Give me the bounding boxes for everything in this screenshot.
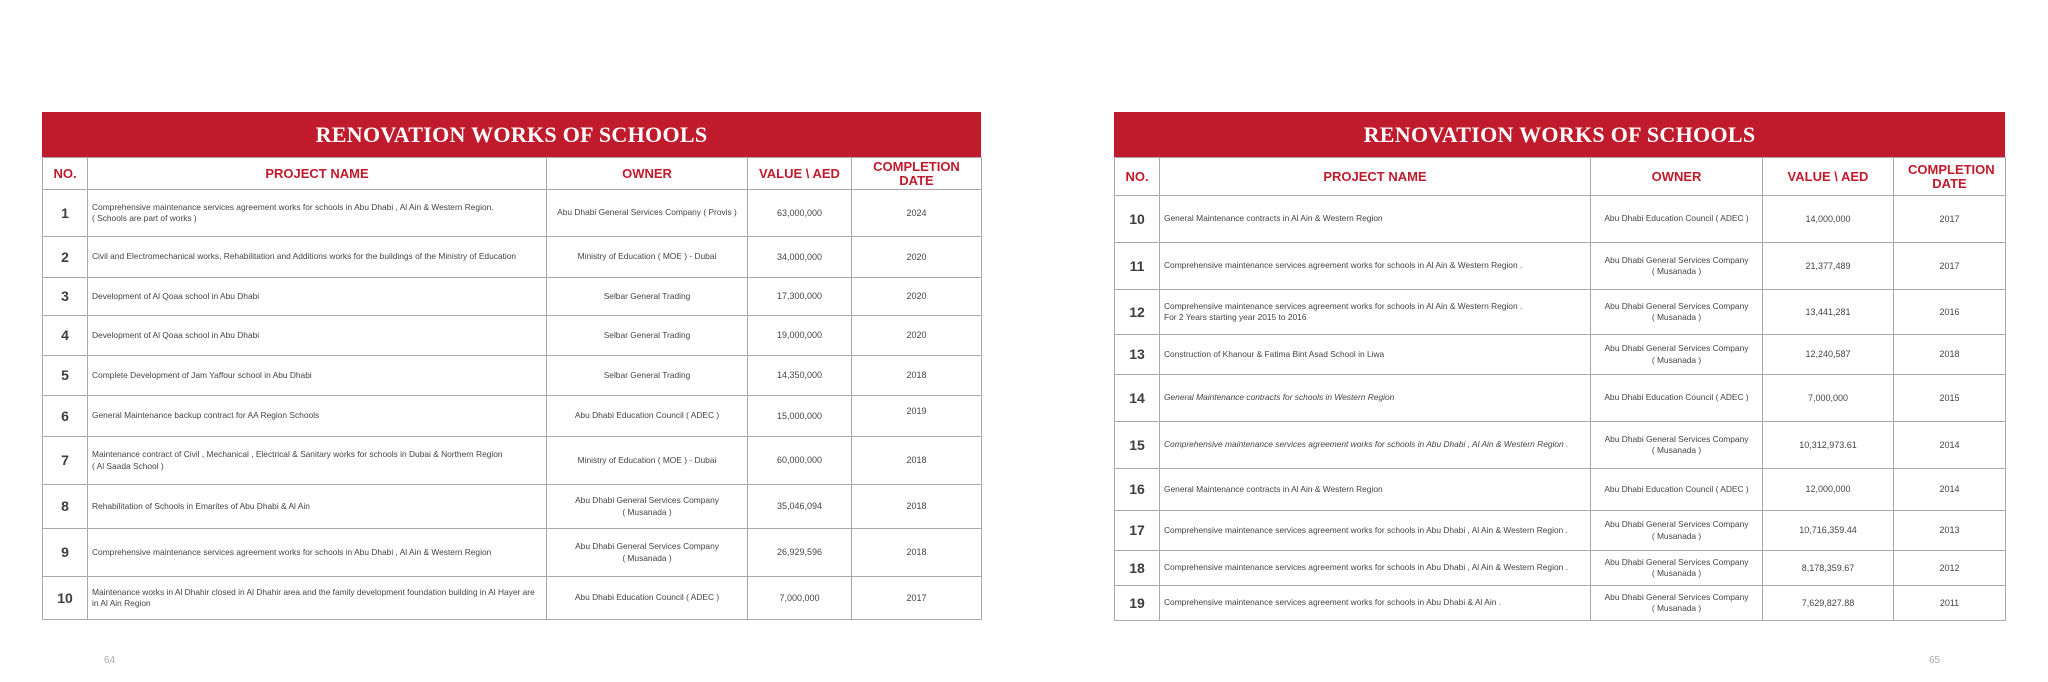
right-header-row bbox=[1115, 158, 2006, 196]
project-name: Maintenance contract of Civil , Mechanical , Electrical & Sanitary works for schools in Dubai & Northern Region ( Al Saada School ) bbox=[88, 437, 547, 485]
value-aed: 7,000,000 bbox=[748, 577, 852, 620]
left-renovation-table bbox=[42, 157, 982, 620]
table-row bbox=[1115, 375, 2006, 422]
table-row bbox=[43, 396, 982, 437]
project-name: Development of Al Qoaa school in Abu Dhabi bbox=[88, 316, 547, 356]
project-name: Complete Development of Jam Yaffour school in Abu Dhabi bbox=[88, 356, 547, 396]
header-owner: OWNER bbox=[547, 158, 748, 190]
header-completion-date: COMPLETION DATE bbox=[1894, 158, 2006, 196]
right-page-panel bbox=[1114, 112, 2005, 621]
project-name: Maintenance works in Al Dhahir closed in Al Dhahir area and the family development foundation building in Al Hayer are in Al Ain Region bbox=[88, 577, 547, 620]
right-renovation-table bbox=[1114, 157, 2006, 621]
project-name: Comprehensive maintenance services agreement works for schools in Al Ain & Western Region . For 2 Years starting year 2015 to 2016 bbox=[1160, 290, 1591, 335]
table-row bbox=[43, 316, 982, 356]
completion-date: 2018 bbox=[852, 529, 982, 577]
completion-date-text: 2019 bbox=[906, 405, 927, 416]
value-aed: 26,929,596 bbox=[748, 529, 852, 577]
table-row bbox=[1115, 422, 2006, 469]
left-header-row bbox=[43, 158, 982, 190]
row-number: 3 bbox=[43, 278, 88, 316]
owner: Abu Dhabi Education Council ( ADEC ) bbox=[547, 396, 748, 437]
table-row bbox=[1115, 511, 2006, 551]
owner: Ministry of Education ( MOE ) - Dubai bbox=[547, 237, 748, 278]
project-name: Comprehensive maintenance services agreement works for schools in Abu Dhabi , Al Ain & Western Region . bbox=[1160, 511, 1591, 551]
project-name: Comprehensive maintenance services agreement works for schools in Abu Dhabi , Al Ain & Western Region. ( Schools are part of works ) bbox=[88, 190, 547, 237]
right-table-title: RENOVATION WORKS OF SCHOOLS bbox=[1114, 112, 2005, 157]
completion-date: 2020 bbox=[852, 278, 982, 316]
owner: Abu Dhabi Education Council ( ADEC ) bbox=[1591, 196, 1763, 243]
owner: Selbar General Trading bbox=[547, 278, 748, 316]
page-number-left: 64 bbox=[104, 655, 116, 666]
project-name: General Maintenance contracts in Al Ain & Western Region bbox=[1160, 469, 1591, 511]
value-aed: 15,000,000 bbox=[748, 396, 852, 437]
completion-date: 2017 bbox=[852, 577, 982, 620]
value-aed: 13,441,281 bbox=[1763, 290, 1894, 335]
value-aed: 14,000,000 bbox=[1763, 196, 1894, 243]
row-number: 8 bbox=[43, 485, 88, 529]
project-name: General Maintenance backup contract for AA Region Schools bbox=[88, 396, 547, 437]
project-name: General Maintenance contracts in Al Ain & Western Region bbox=[1160, 196, 1591, 243]
table-row bbox=[43, 190, 982, 237]
project-name: Comprehensive maintenance services agreement works for schools in Abu Dhabi & Al Ain . bbox=[1160, 586, 1591, 621]
row-number: 15 bbox=[1115, 422, 1160, 469]
completion-date: 2016 bbox=[1894, 290, 2006, 335]
owner: Abu Dhabi General Services Company ( Musanada ) bbox=[547, 529, 748, 577]
project-name: Civil and Electromechanical works, Rehabilitation and Additions works for the buildings of the Ministry of Education bbox=[88, 237, 547, 278]
table-row bbox=[1115, 469, 2006, 511]
owner: Abu Dhabi Education Council ( ADEC ) bbox=[1591, 375, 1763, 422]
owner: Abu Dhabi General Services Company ( Musanada ) bbox=[1591, 586, 1763, 621]
table-row bbox=[1115, 243, 2006, 290]
table-row bbox=[43, 529, 982, 577]
left-table-title: RENOVATION WORKS OF SCHOOLS bbox=[42, 112, 981, 157]
completion-date: 2024 bbox=[852, 190, 982, 237]
completion-date: 2015 bbox=[1894, 375, 2006, 422]
row-number: 4 bbox=[43, 316, 88, 356]
owner: Abu Dhabi Education Council ( ADEC ) bbox=[547, 577, 748, 620]
completion-date bbox=[852, 396, 982, 437]
completion-date: 2014 bbox=[1894, 469, 2006, 511]
row-number: 14 bbox=[1115, 375, 1160, 422]
value-aed: 14,350,000 bbox=[748, 356, 852, 396]
header-no: NO. bbox=[43, 158, 88, 190]
value-aed: 7,629,827.88 bbox=[1763, 586, 1894, 621]
completion-date: 2011 bbox=[1894, 586, 2006, 621]
value-aed: 10,716,359.44 bbox=[1763, 511, 1894, 551]
completion-date: 2013 bbox=[1894, 511, 2006, 551]
row-number: 10 bbox=[43, 577, 88, 620]
header-owner: OWNER bbox=[1591, 158, 1763, 196]
table-row bbox=[43, 278, 982, 316]
table-row bbox=[43, 356, 982, 396]
value-aed: 17,300,000 bbox=[748, 278, 852, 316]
header-value: VALUE \ AED bbox=[1763, 158, 1894, 196]
project-name: Comprehensive maintenance services agreement works for schools in Abu Dhabi , Al Ain & Western Region . bbox=[1160, 422, 1591, 469]
value-aed: 12,000,000 bbox=[1763, 469, 1894, 511]
project-name: Comprehensive maintenance services agreement works for schools in Abu Dhabi , Al Ain & Western Region . bbox=[1160, 551, 1591, 586]
header-project-name: PROJECT NAME bbox=[88, 158, 547, 190]
owner: Abu Dhabi General Services Company ( Musanada ) bbox=[1591, 551, 1763, 586]
project-name: Development of Al Qoaa school in Abu Dhabi bbox=[88, 278, 547, 316]
header-no: NO. bbox=[1115, 158, 1160, 196]
project-name: Construction of Khanour & Fatima Bint Asad School in Liwa bbox=[1160, 335, 1591, 375]
owner: Abu Dhabi Education Council ( ADEC ) bbox=[1591, 469, 1763, 511]
row-number: 7 bbox=[43, 437, 88, 485]
table-row bbox=[43, 237, 982, 278]
row-number: 1 bbox=[43, 190, 88, 237]
row-number: 5 bbox=[43, 356, 88, 396]
completion-date: 2012 bbox=[1894, 551, 2006, 586]
project-name: Rehabilitation of Schools in Emarites of Abu Dhabi & Al Ain bbox=[88, 485, 547, 529]
table-row bbox=[43, 577, 982, 620]
owner: Abu Dhabi General Services Company ( Musanada ) bbox=[1591, 422, 1763, 469]
value-aed: 7,000,000 bbox=[1763, 375, 1894, 422]
row-number: 11 bbox=[1115, 243, 1160, 290]
owner: Abu Dhabi General Services Company ( Musanada ) bbox=[1591, 511, 1763, 551]
row-number: 9 bbox=[43, 529, 88, 577]
owner: Abu Dhabi General Services Company ( Provis ) bbox=[547, 190, 748, 237]
table-row bbox=[1115, 196, 2006, 243]
header-completion-date: COMPLETION DATE bbox=[852, 158, 982, 190]
table-row bbox=[1115, 290, 2006, 335]
row-number: 13 bbox=[1115, 335, 1160, 375]
page-number-right: 65 bbox=[1929, 655, 1941, 666]
completion-date: 2018 bbox=[1894, 335, 2006, 375]
owner: Ministry of Education ( MOE ) - Dubai bbox=[547, 437, 748, 485]
value-aed: 34,000,000 bbox=[748, 237, 852, 278]
header-project-name: PROJECT NAME bbox=[1160, 158, 1591, 196]
value-aed: 10,312,973.61 bbox=[1763, 422, 1894, 469]
row-number: 12 bbox=[1115, 290, 1160, 335]
table-row bbox=[1115, 586, 2006, 621]
header-value: VALUE \ AED bbox=[748, 158, 852, 190]
value-aed: 8,178,359.67 bbox=[1763, 551, 1894, 586]
value-aed: 21,377,489 bbox=[1763, 243, 1894, 290]
left-page-panel bbox=[42, 112, 981, 620]
row-number: 18 bbox=[1115, 551, 1160, 586]
row-number: 16 bbox=[1115, 469, 1160, 511]
value-aed: 12,240,587 bbox=[1763, 335, 1894, 375]
project-name: General Maintenance contracts for schools in Western Region bbox=[1160, 375, 1591, 422]
owner: Abu Dhabi General Services Company ( Musanada ) bbox=[1591, 243, 1763, 290]
owner: Abu Dhabi General Services Company ( Musanada ) bbox=[547, 485, 748, 529]
owner: Abu Dhabi General Services Company ( Musanada ) bbox=[1591, 290, 1763, 335]
table-row bbox=[43, 437, 982, 485]
owner: Selbar General Trading bbox=[547, 356, 748, 396]
value-aed: 63,000,000 bbox=[748, 190, 852, 237]
value-aed: 19,000,000 bbox=[748, 316, 852, 356]
completion-date: 2020 bbox=[852, 237, 982, 278]
table-row bbox=[1115, 335, 2006, 375]
value-aed: 35,046,094 bbox=[748, 485, 852, 529]
value-aed: 60,000,000 bbox=[748, 437, 852, 485]
completion-date: 2014 bbox=[1894, 422, 2006, 469]
completion-date: 2018 bbox=[852, 485, 982, 529]
row-number: 10 bbox=[1115, 196, 1160, 243]
completion-date: 2018 bbox=[852, 437, 982, 485]
project-name: Comprehensive maintenance services agreement works for schools in Al Ain & Western Region . bbox=[1160, 243, 1591, 290]
row-number: 17 bbox=[1115, 511, 1160, 551]
table-row bbox=[43, 485, 982, 529]
row-number: 6 bbox=[43, 396, 88, 437]
completion-date: 2020 bbox=[852, 316, 982, 356]
table-row bbox=[1115, 551, 2006, 586]
row-number: 19 bbox=[1115, 586, 1160, 621]
completion-date: 2017 bbox=[1894, 196, 2006, 243]
owner: Abu Dhabi General Services Company ( Musanada ) bbox=[1591, 335, 1763, 375]
completion-date: 2018 bbox=[852, 356, 982, 396]
owner: Selbar General Trading bbox=[547, 316, 748, 356]
completion-date: 2017 bbox=[1894, 243, 2006, 290]
project-name: Comprehensive maintenance services agreement works for schools in Abu Dhabi , Al Ain & Western Region bbox=[88, 529, 547, 577]
row-number: 2 bbox=[43, 237, 88, 278]
